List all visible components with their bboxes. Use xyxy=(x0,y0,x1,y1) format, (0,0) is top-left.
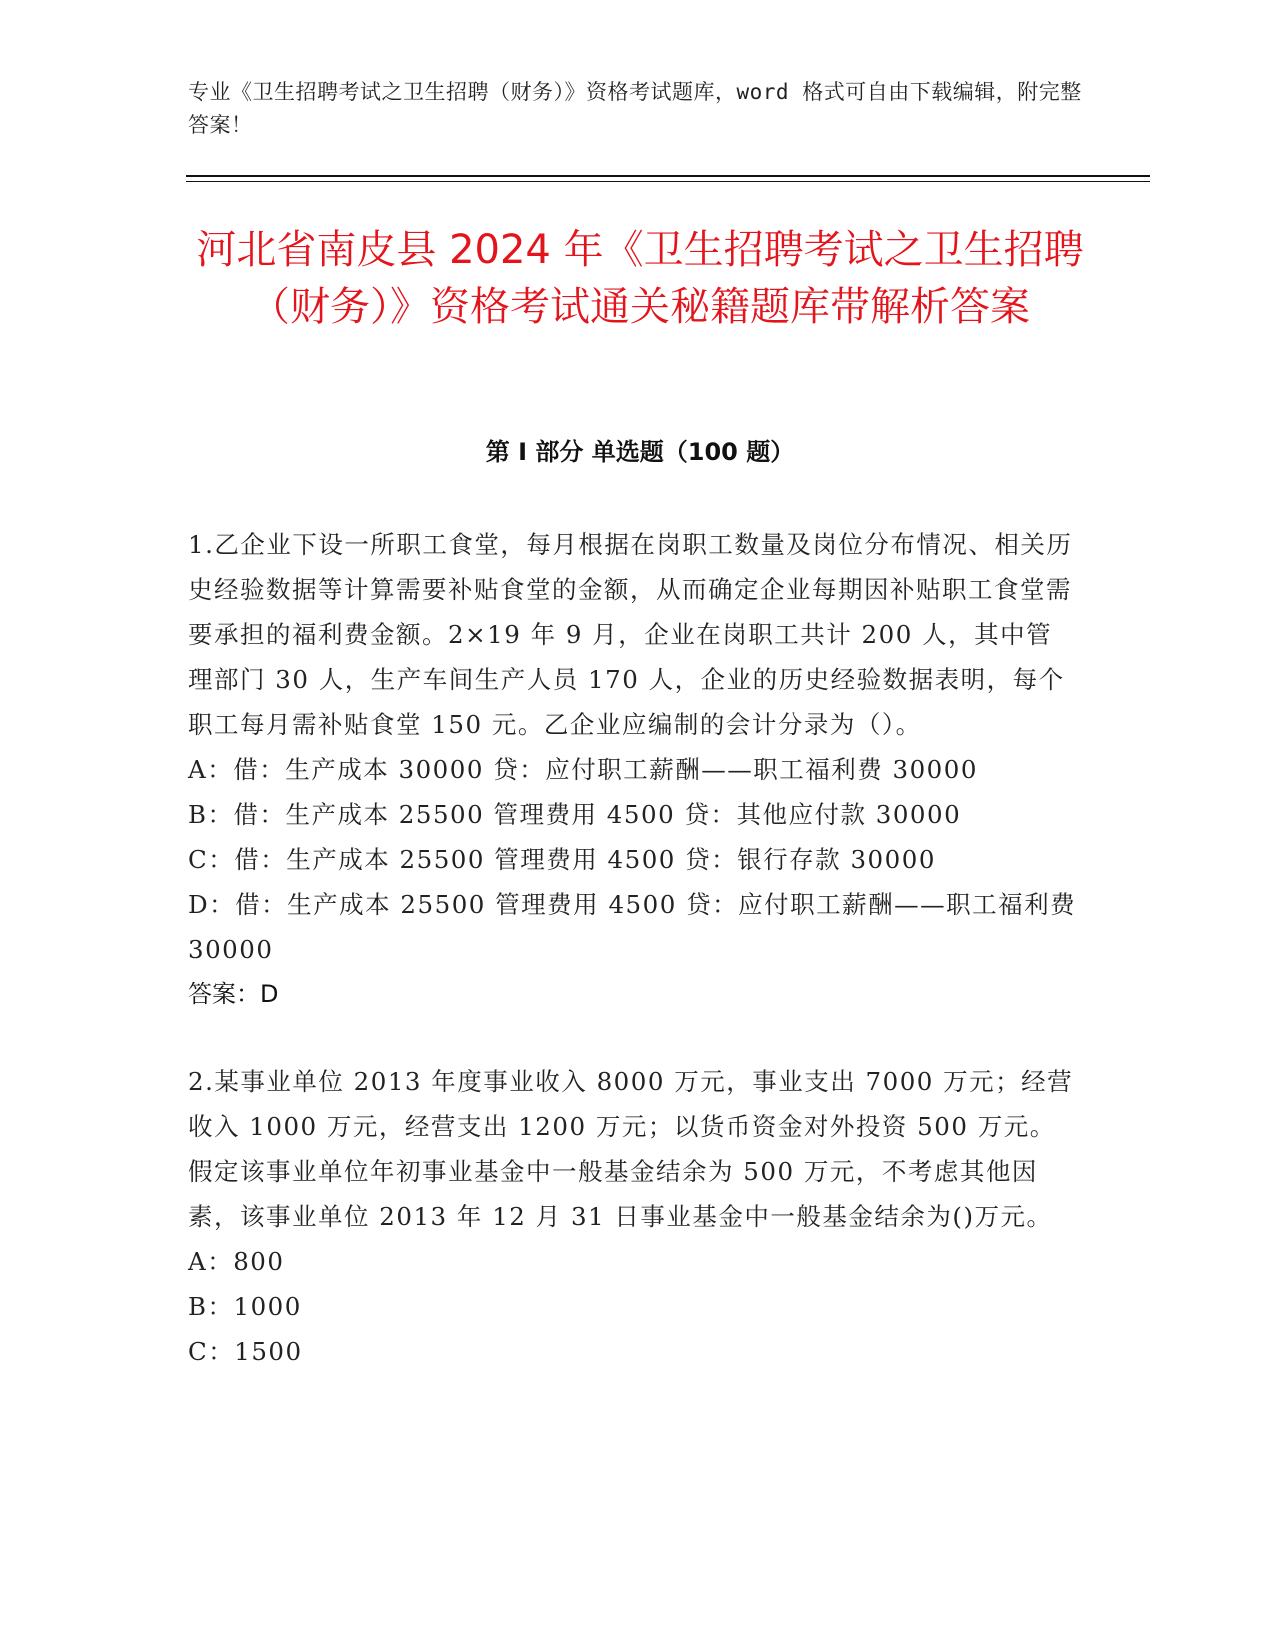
option-b: B：1000 xyxy=(188,1292,302,1321)
option-b: B：借：生产成本 25500 管理费用 4500 贷：其他应付款 30000 xyxy=(188,800,962,829)
option-a: A：800 xyxy=(188,1247,285,1276)
option-c: C：1500 xyxy=(188,1337,303,1366)
answer-label: 答案：D xyxy=(188,980,279,1008)
option-a: A：借：生产成本 30000 贷：应付职工薪酬——职工福利费 30000 xyxy=(188,755,978,784)
option-d: D：借：生产成本 25500 管理费用 4500 贷：应付职工薪酬——职工福利费 30000 xyxy=(188,890,1077,964)
question-text: 2.某事业单位 2013 年度事业收入 8000 万元，事业支出 7000 万元；经营收入 1000 万元，经营支出 1200 万元；以货币资金对外投资 500 万元。假定该事业单位年初事业基金中一般基金结余为 500 万元，不考虑其他因素，该事业单位 2013 年 12 月 31 日事业基金中一般基金结余为()万元。 xyxy=(188,1067,1074,1231)
question-2 xyxy=(188,1059,1078,1374)
question-spacer xyxy=(188,1017,1078,1059)
question-text: 1.乙企业下设一所职工食堂，每月根据在岗职工数量及岗位分布情况、相关历史经验数据等计算需要补贴食堂的金额，从而确定企业每期因补贴职工食堂需要承担的福利费金额。2×19 年 9 月，企业在岗职工共计 200 人，其中管理部门 30 人，生产车间生产人员 170 人，企业的历史经验数据表明，每个职工每月需补贴食堂 150 元。乙企业应编制的会计分录为（）。 xyxy=(188,530,1073,739)
header-divider-thick xyxy=(186,175,1150,177)
document-title: 河北省南皮县 2024 年《卫生招聘考试之卫生招聘（财务）》资格考试通关秘籍题库带解析答案 xyxy=(196,227,1084,330)
header-note: 专业《卫生招聘考试之卫生招聘（财务）》资格考试题库，word 格式可自由下载编辑，附完整答案！ xyxy=(188,80,1082,137)
question-1 xyxy=(188,522,1078,1017)
header-divider-thin xyxy=(186,181,1150,182)
section-title: 第 I 部分 单选题（100 题） xyxy=(485,438,795,466)
option-c: C：借：生产成本 25500 管理费用 4500 贷：银行存款 30000 xyxy=(188,845,936,874)
questions-list xyxy=(188,522,1078,1374)
